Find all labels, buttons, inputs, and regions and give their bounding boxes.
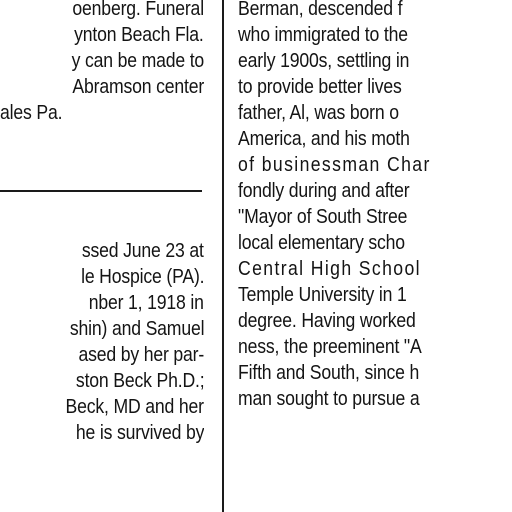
text-line: Beck, MD and her — [65, 395, 204, 418]
text-line: "Mayor of South Stree — [238, 205, 408, 228]
text-line: ston Beck Ph.D.; — [75, 369, 204, 392]
right-column — [238, 0, 512, 512]
text-line: Abramson center — [72, 75, 204, 98]
text-line: Fifth and South, since h — [238, 361, 420, 384]
text-line: he is survived by — [75, 421, 204, 444]
text-line: oenberg. Funeral — [72, 0, 204, 20]
section-divider — [0, 190, 202, 192]
column-divider — [222, 0, 224, 512]
left-column — [0, 0, 204, 512]
text-line: ales Pa. — [0, 101, 63, 124]
text-line: man sought to pursue a — [238, 387, 420, 410]
text-line: nber 1, 1918 in — [88, 291, 204, 314]
text-line: ness, the preeminent "A — [238, 335, 422, 358]
text-line: early 1900s, settling in — [238, 49, 410, 72]
text-line: ased by her par- — [78, 343, 204, 366]
text-line: father, Al, was born o — [238, 101, 399, 124]
text-line: le Hospice (PA). — [80, 265, 204, 288]
text-line: who immigrated to the — [238, 23, 408, 46]
text-line: ssed June 23 at — [82, 239, 204, 262]
text-line: Temple University in 1 — [238, 283, 407, 306]
text-line: to provide better lives — [238, 75, 402, 98]
text-line: of businessman Char — [238, 153, 431, 176]
text-line: ynton Beach Fla. — [74, 23, 204, 46]
text-line: fondly during and after — [238, 179, 410, 202]
text-line: y can be made to — [71, 49, 204, 72]
text-line: Berman, descended f — [238, 0, 403, 20]
text-line: shin) and Samuel — [69, 317, 204, 340]
text-line: America, and his moth — [238, 127, 410, 150]
text-line: Central High School — [238, 257, 421, 280]
text-line: local elementary scho — [238, 231, 405, 254]
text-line: degree. Having worked — [238, 309, 416, 332]
